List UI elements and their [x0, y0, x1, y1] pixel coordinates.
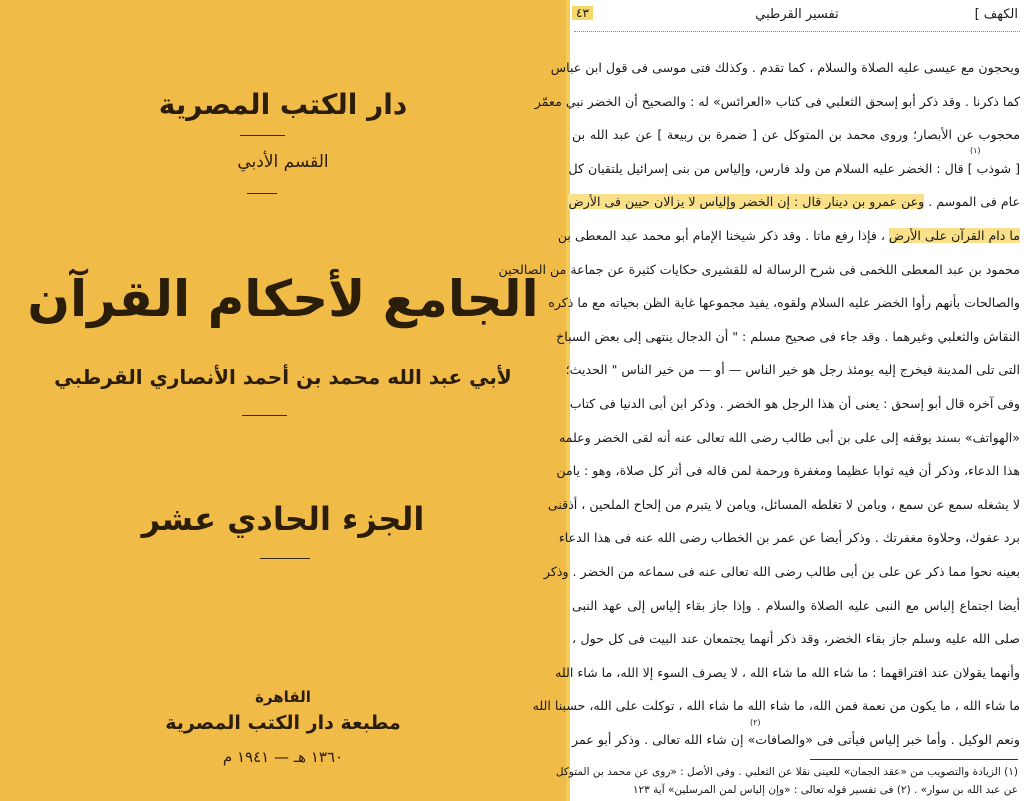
line-text: التى تلى المدينة فيخرج إليه يومئذ رجل هو خير الناس — أو — من خير الناس " الحديث؛: [565, 362, 1020, 378]
footnote-marker: (٢): [750, 718, 761, 727]
header-rule: [574, 31, 1020, 32]
divider: [247, 193, 277, 194]
text-line: [534, 90, 1020, 114]
text-line: [572, 594, 1020, 618]
line-text: برد عفوك، وحلاوة مغفرتك . وذكر أيضا عن عمر بن الخطاب رضى الله عنه فى هذا الدعاء: [558, 530, 1020, 546]
text-line: [568, 157, 1020, 181]
line-text: «الهواتف» بسند يوقفه إلى على بن أبى طالب رضى الله تعالى عنه أنه لقى الخضر وعلمه: [558, 429, 1020, 445]
text-line: [550, 56, 1020, 80]
text-line: [558, 426, 1020, 450]
text-line: [572, 627, 1020, 651]
line-text: بعينه نحوا مما ذكر عن على بن أبى طالب رضى الله تعالى عنه فى سماعه من الخضر . وذكر: [543, 564, 1020, 579]
highlighted-text: وعن عمرو بن دينار قال : إن الخضر وإلياس لا يزالان حيين فى الأرض: [568, 194, 925, 210]
city: القاهرة: [255, 688, 311, 706]
line-text: وأنهما يقولان عند افتراقهما : ما شاء الله ما شاء الله ، لا يصرف السوء إلا الله، ما شاء الله: [555, 664, 1020, 680]
text-line: [547, 493, 1020, 517]
text-line: [557, 224, 1020, 248]
author-line: لأبي عبد الله محمد بن أحمد الأنصاري القرطبي: [54, 365, 512, 389]
text-line: [498, 258, 1020, 282]
line-text: وفى آخره قال أبو إسحق : يعنى أن هذا الرجل هو الخضر . وذكر ابن أبى الدنيا فى كتاب: [569, 396, 1020, 411]
line-text: محجوب عن الأبصار؛ وروى محمد بن المتوكل عن [ ضمرة بن ربيعة ] عن عبد الله بن: [572, 127, 1020, 143]
page-header: [570, 4, 1024, 26]
publication-date: ١٣٦٠ هـ — ١٩٤١ م: [222, 748, 344, 766]
publisher-heading: دار الكتب المصرية: [158, 88, 408, 121]
text-line: [543, 560, 1020, 584]
text-line: [568, 190, 1020, 214]
line-text: ما شاء الله ، ما يكون من نعمة فمن الله، ما شاء الله ما شاء الله ، توكلت على الله، حسبنا الله: [532, 698, 1020, 714]
footnote-marker: (١): [970, 146, 981, 155]
text-line: [548, 291, 1020, 315]
highlighted-text: ما دام القرآن على الأرض: [888, 228, 1020, 243]
text-line: [572, 728, 1020, 752]
line-text: أيضا اجتماع إلياس مع النبى عليه الصلاة والسلام . وإذا جاز بقاء إلياس إلى عهد النبى: [572, 597, 1020, 613]
line-text: هذا الدعاء، وذكر أن فيه ثوابا عظيما ومغفرة ورحمة لمن قاله فى أثر كل صلاة، وهو : يامن: [556, 463, 1020, 479]
line-text: محمود بن عبد المعطى اللخمى فى شرح الرسالة له للقشيرى حكايات كثيرة عن جماعة من الصالحين: [498, 261, 1020, 277]
page-number: ٤٣: [572, 6, 593, 20]
text-line: [558, 526, 1020, 550]
line-text: النقاش والثعلبي وغيرهما . وقد جاء فى صحيح مسلم : " أن الدجال ينتهى إلى بعض السباخ: [556, 328, 1020, 344]
divider: [242, 415, 287, 416]
section-label: القسم الأدبي: [237, 152, 329, 172]
line-text: لا يشغله سمع عن سمع ، ويامن لا تغلطه المسائل، ويامن لا يتبرم من إلحاح الملحين ، أذقنى: [547, 496, 1020, 512]
text-page: [498, 0, 1024, 801]
line-text: عام فى الموسم .: [924, 194, 1020, 210]
sura-name: الكهف ]: [974, 7, 1018, 22]
line-text: والصالحات بأنهم رأوا الخضر عليه السلام ولقوه، يفيد مجموعها غاية الظن بحياته مع ما ذكره: [548, 295, 1020, 311]
text-line: [556, 325, 1020, 349]
text-line: [565, 358, 1020, 382]
book-title: الجامع لأحكام القرآن: [27, 270, 539, 328]
footnote: عن عبد الله بن سوار» . (٢) فى تفسير قوله تعالى : «وإن إلياس لمن المرسلين» آية ١٢٣: [632, 784, 1018, 796]
text-line: [532, 694, 1020, 718]
divider: [240, 135, 285, 136]
footnote: (١) الزيادة والتصويب من «عقد الجمان» للعينى نقلا عن الثعلبي . وفى الأصل : «روى عن محمد بن المتوكل: [555, 766, 1018, 778]
text-line: [572, 123, 1020, 147]
divider: [260, 558, 310, 559]
line-text: ويحجون مع عيسى عليه الصلاة والسلام ، كما تقدم . وكذلك فتى موسى فى قول ابن عباس: [550, 60, 1020, 75]
line-text: صلى الله عليه وسلم جاز بقاء الخضر، وقد ذكر أنهما يجتمعان عند البيت فى كل حول ،: [572, 631, 1020, 647]
text-line: [569, 392, 1020, 416]
line-text: كما ذكرنا . وقد ذكر أبو إسحق الثعلبي فى كتاب «العرائس» له : والصحيح أن الخضر نبي معمّر: [534, 93, 1020, 109]
volume-title: الجزء الحادي عشر: [141, 500, 425, 538]
text-line: [555, 661, 1020, 685]
printer: مطبعة دار الكتب المصرية: [165, 712, 401, 734]
line-text: ، فإذا رفع ماتا . وقد ذكر شيخنا الإمام أبو محمد عبد المعطى بن: [557, 228, 889, 243]
line-text: ونعم الوكيل . وأما خبر إلياس فيأتى فى «والصافات» إن شاء الله تعالى . وذكر أبو عمر: [572, 732, 1020, 747]
text-line: [556, 459, 1020, 483]
running-title: تفسير القرطبي: [755, 7, 839, 22]
footnote-rule: [810, 759, 1018, 760]
line-text: [ شوذب ] قال : الخضر عليه السلام من ولد فارس، وإلياس من بنى إسرائيل يلتقيان كل: [568, 160, 1020, 176]
